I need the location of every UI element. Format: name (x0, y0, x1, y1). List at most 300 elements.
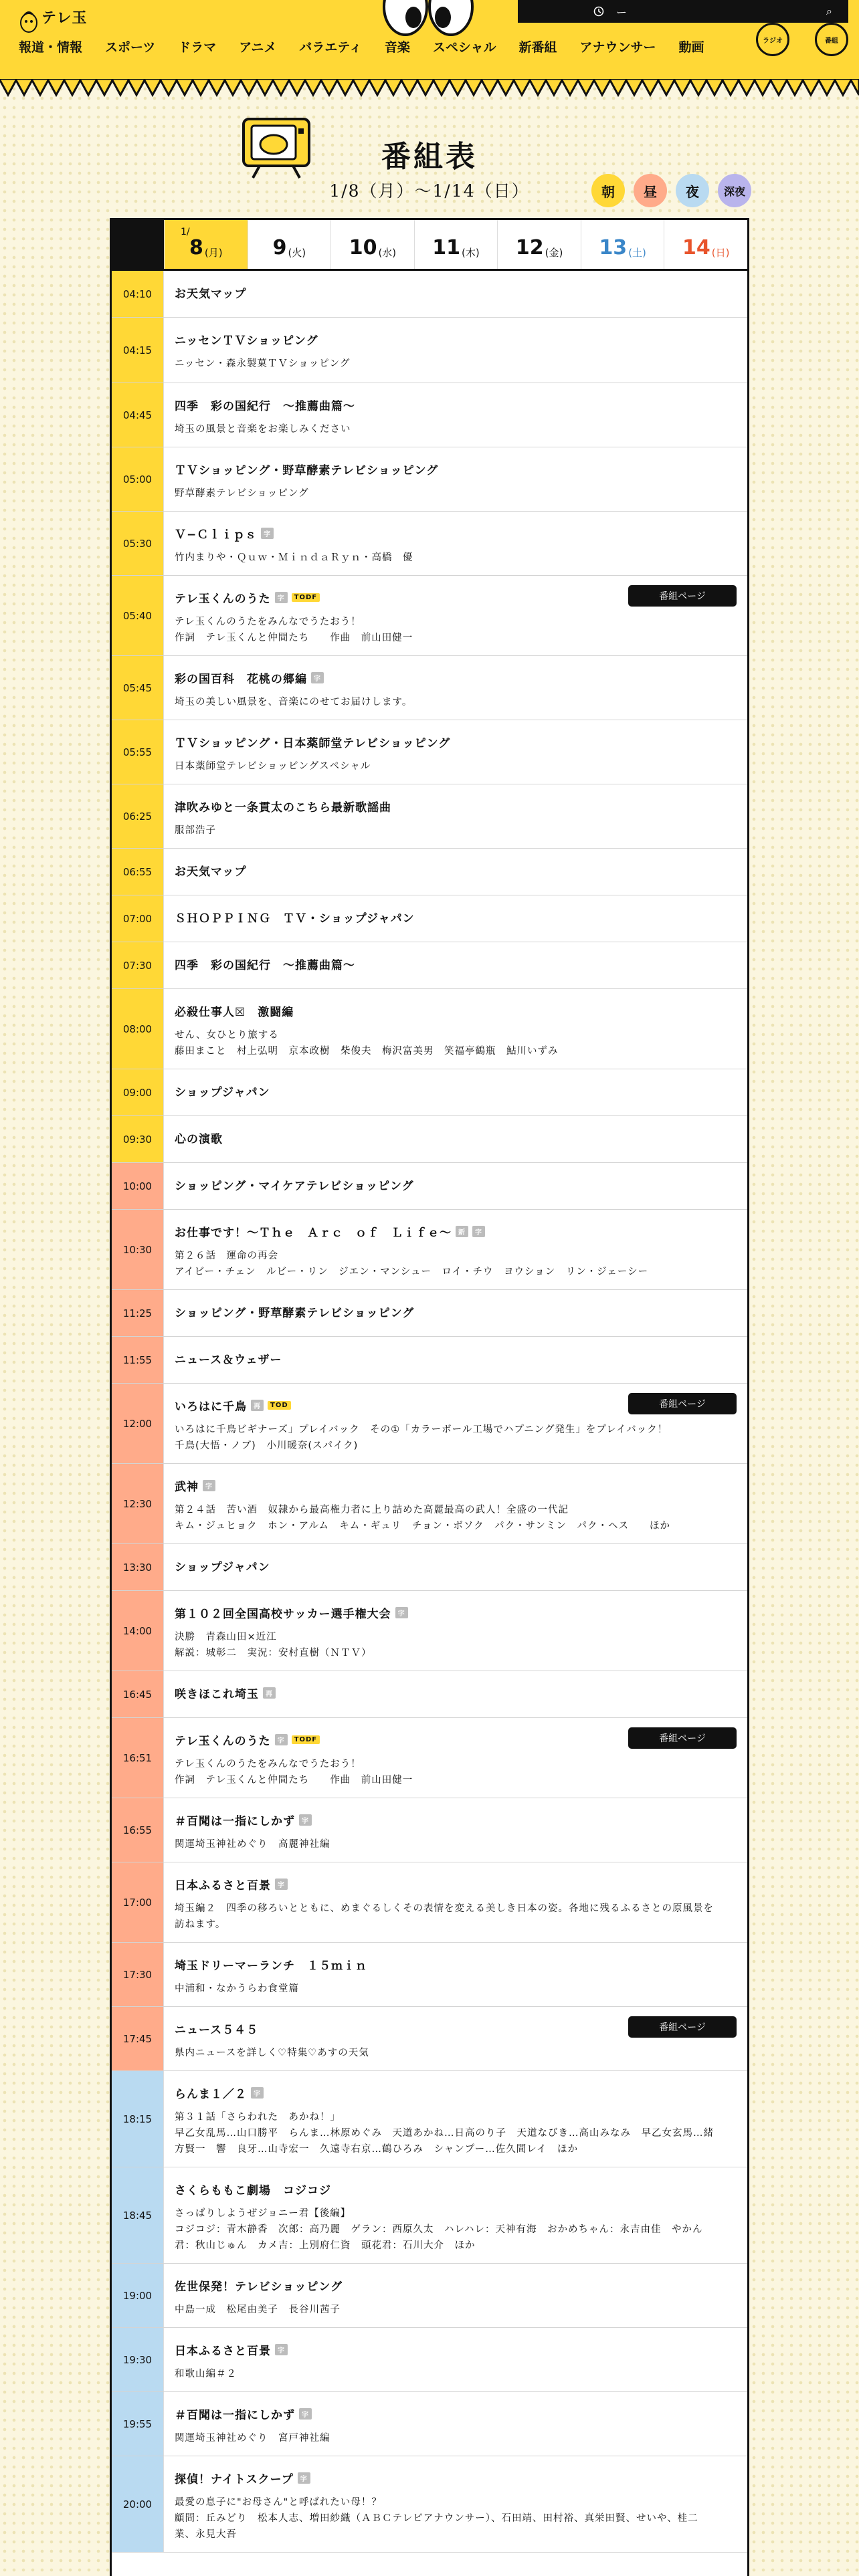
program-description-line: 千鳥(大悟・ノブ) 小川暖奈(スパイク) (175, 1440, 359, 1451)
program-page-button[interactable]: 番組ページ (628, 585, 737, 607)
program-title[interactable] (175, 1130, 737, 1146)
program-row (112, 318, 747, 383)
program-description-line: 最愛の息子に"お母さん"と呼ばれたい母！？ (175, 2497, 382, 2508)
program-description-line: 埼玉の風景と音楽をお楽しみください (175, 424, 351, 435)
program-cell[interactable] (164, 784, 747, 848)
program-page-button[interactable]: 番組ページ (628, 2016, 737, 2038)
program-title-text: 日本ふるさと百景 (175, 2345, 271, 2358)
program-row (112, 1671, 747, 1718)
program-cell[interactable] (164, 512, 747, 575)
program-title[interactable] (175, 798, 737, 815)
program-row (112, 271, 747, 318)
program-cell[interactable] (164, 895, 747, 942)
program-title[interactable] (175, 1812, 737, 1828)
program-title[interactable] (175, 1604, 737, 1621)
program-row (112, 2071, 747, 2167)
program-badge: TODF (292, 1735, 320, 1744)
program-cell[interactable] (164, 1544, 747, 1590)
program-time: 18:15 (112, 2071, 164, 2167)
program-row (112, 383, 747, 447)
program-title-text: お天気マップ (175, 865, 247, 879)
day-tab-weekday: (金) (545, 247, 563, 259)
program-badge: 字 (275, 1879, 288, 1890)
nav-item[interactable]: 動画 (678, 40, 704, 55)
nav-item[interactable]: 新番組 (518, 40, 557, 55)
program-cell[interactable] (164, 989, 747, 1069)
program-time: 18:45 (112, 2167, 164, 2263)
program-title[interactable] (175, 284, 737, 301)
day-tab[interactable] (248, 220, 331, 269)
day-tab[interactable] (164, 220, 248, 269)
nav-item[interactable]: 音楽 (384, 40, 410, 55)
program-description (175, 2366, 737, 2382)
program-cell[interactable] (164, 1671, 747, 1717)
program-description (175, 1027, 737, 1059)
day-tab-number: 11 (432, 236, 461, 259)
program-description-line: 第２６話 運命の再会 (175, 1251, 278, 1261)
program-title-text: ＴＶショッピング・野草酵素テレビショッピング (175, 464, 439, 477)
nav-item[interactable]: バラエティ (299, 40, 362, 55)
program-time: 17:30 (112, 1943, 164, 2006)
program-description-line: 服部浩子 (175, 825, 216, 836)
program-description-line: テレ玉くんのうたをみんなでうたおう！ (175, 617, 361, 627)
program-title-text: ＴＶショッピング・日本薬師堂テレビショッピング (175, 737, 451, 750)
program-cell[interactable] (164, 1210, 747, 1289)
program-description (175, 486, 737, 502)
program-time: 11:25 (112, 1290, 164, 1336)
program-cell[interactable] (164, 576, 747, 655)
program-description (175, 694, 737, 710)
program-description-line: 関運埼玉神社めぐり 宮戸神社編 (175, 2433, 330, 2444)
program-description (175, 1981, 737, 1997)
program-description (175, 550, 737, 566)
program-title-text: Ｖ−Ｃｌｉｐｓ (175, 528, 258, 542)
program-cell[interactable] (164, 720, 747, 784)
program-time: 16:51 (112, 1718, 164, 1798)
program-description-line: 早乙女乱馬…山口勝平 らんま…林原めぐみ 天道あかね…日高のり子 天道なびき…高山みなみ 早乙女玄馬…緒 (175, 2128, 714, 2139)
program-description (175, 614, 737, 646)
program-description (175, 2302, 737, 2318)
program-title[interactable] (175, 1176, 737, 1193)
program-description-line: ニッセン・森永製菓ＴＶショッピング (175, 358, 351, 369)
program-description-line: 作詞 テレ玉くんと仲間たち 作曲 前山田健一 (175, 1775, 413, 1786)
program-cell[interactable] (164, 447, 747, 511)
program-cell[interactable] (164, 1798, 747, 1862)
program-title-text: 武神 (175, 1481, 199, 1494)
day-tab-weekday: (月) (204, 247, 223, 259)
program-title[interactable] (175, 1685, 737, 1701)
program-row (112, 1163, 747, 1210)
program-cell[interactable] (164, 1862, 747, 1942)
program-title-text: 彩の国百科 花桃の郷編 (175, 673, 307, 686)
program-title-text: お天気マップ (175, 288, 247, 301)
program-title[interactable] (175, 1876, 737, 1893)
program-time: 09:00 (112, 1069, 164, 1115)
program-title-text: テレ玉くんのうた (175, 593, 271, 606)
program-description-line: せん、女ひとり旅する (175, 1030, 279, 1041)
program-badge: 字 (251, 2087, 264, 2099)
program-cell[interactable] (164, 1116, 747, 1162)
program-time: 06:25 (112, 784, 164, 848)
program-description (175, 1836, 737, 1852)
program-row (112, 2456, 747, 2553)
main-nav (19, 37, 704, 56)
program-row (112, 2007, 747, 2071)
program-row (112, 1337, 747, 1384)
program-row (112, 1591, 747, 1671)
day-tab[interactable] (497, 220, 581, 269)
program-time: 04:15 (112, 318, 164, 383)
program-row (112, 784, 747, 849)
program-title-text: お仕事です！〜Ｔｈｅ Ａｒｃ ｏｆ Ｌｉｆｅ〜 (175, 1226, 452, 1240)
program-description (175, 2045, 737, 2061)
program-schedule-table (110, 218, 749, 2576)
day-tab[interactable] (581, 220, 664, 269)
program-description-line: 埼玉の美しい風景を、音楽にのせてお届けします。 (175, 697, 413, 708)
program-title[interactable] (175, 525, 737, 542)
program-description-line: 中浦和・なかうらわ食堂篇 (175, 1983, 299, 1994)
program-badge: 字 (472, 1226, 485, 1237)
program-description (175, 1901, 737, 1933)
program-title[interactable] (175, 734, 737, 750)
program-title[interactable] (175, 2084, 737, 2101)
program-cell[interactable] (164, 2264, 747, 2327)
program-time: 17:45 (112, 2007, 164, 2070)
program-description-line: アイビー・チェン ルビー・リン ジエン・マンシュー ロイ・チウ ヨウション リン・ジェーシー (175, 1267, 649, 1277)
day-tab-number: 9 (272, 236, 287, 259)
program-title[interactable] (175, 2405, 737, 2422)
program-title[interactable] (175, 909, 737, 926)
program-time: 05:30 (112, 512, 164, 575)
program-title-text: ショップジャパン (175, 1561, 270, 1574)
program-title-text: 佐世保発！テレビショッピング (175, 2280, 343, 2294)
day-tabs-corner (112, 220, 164, 269)
program-badge: 字 (311, 672, 324, 683)
program-title-text: ニッセンＴＶショッピング (175, 334, 318, 348)
program-time: 17:00 (112, 1862, 164, 1942)
tamago-mascot-icon (19, 8, 39, 35)
program-description-line: 竹内まりや・Ｑｕｗ・ＭｉｎｄａＲｙｎ・高橋 優 (175, 552, 413, 563)
topbar-text: ー (616, 5, 628, 19)
program-row (112, 512, 747, 576)
program-title-text: いろはに千鳥 (175, 1400, 247, 1414)
program-description (175, 356, 737, 372)
program-cell[interactable] (164, 383, 747, 447)
program-time: 20:00 (112, 2456, 164, 2552)
day-tab-weekday: (木) (462, 247, 480, 259)
program-description (175, 1248, 737, 1280)
program-title-text: 四季 彩の国紀行 〜推薦曲篇〜 (175, 400, 355, 413)
program-title-text: ニュース＆ウェザー (175, 1354, 282, 1367)
program-row (112, 1862, 747, 1943)
program-cell[interactable] (164, 1464, 747, 1543)
slot-button[interactable]: 朝 (591, 174, 625, 207)
program-row (112, 942, 747, 989)
program-badge: 字 (395, 1607, 408, 1618)
program-cell[interactable] (164, 271, 747, 317)
program-title[interactable] (175, 669, 737, 686)
program-title[interactable] (175, 1558, 737, 1574)
program-time: 14:00 (112, 1591, 164, 1671)
program-row (112, 656, 747, 720)
program-title-text: ＃百聞は一指にしかず (175, 2409, 295, 2422)
program-description-line: キム・ジュヒョク ホン・アルム キム・ギュリ チョン・ボソク パク・サンミン パク・ヘス ほか (175, 1521, 670, 1531)
program-title-text: 第１０２回全国高校サッカー選手権大会 (175, 1608, 391, 1621)
program-row (112, 1718, 747, 1798)
program-badge: 字 (275, 1734, 288, 1745)
program-cell[interactable] (164, 2328, 747, 2391)
program-cell[interactable] (164, 1337, 747, 1383)
program-page-button[interactable]: 番組ページ (628, 1393, 737, 1414)
program-title[interactable] (175, 461, 737, 477)
program-time: 16:45 (112, 1671, 164, 1717)
program-cell[interactable] (164, 849, 747, 895)
program-page-button[interactable]: 番組ページ (628, 1727, 737, 1749)
program-cell[interactable] (164, 1591, 747, 1671)
program-time: 19:00 (112, 2264, 164, 2327)
program-badge: 字 (203, 1480, 215, 1491)
nav-item[interactable]: ドラマ (178, 40, 217, 55)
program-description-line: コジコジ：青木静香 次郎：高乃麗 ゲラン：西原久太 ハレハレ：天神有海 おかめちゃん：永吉由佳 やかん (175, 2224, 703, 2235)
program-title-text: 津吹みゆと一条貫太のこちら最新歌謡曲 (175, 801, 391, 815)
program-row (112, 1798, 747, 1862)
program-badge: 字 (299, 2408, 312, 2420)
program-title-text: 日本ふるさと百景 (175, 1879, 271, 1893)
program-title[interactable] (175, 862, 737, 879)
program-cell[interactable] (164, 656, 747, 720)
program-title-text: らんま１／２ (175, 2088, 247, 2101)
program-time: 05:45 (112, 656, 164, 720)
program-title[interactable] (175, 2277, 737, 2294)
program-badge: 字 (275, 2344, 288, 2355)
program-description (175, 1629, 737, 1661)
program-time: 07:00 (112, 895, 164, 942)
program-title[interactable] (175, 397, 737, 413)
program-title-text: ニュース５４５ (175, 2024, 259, 2037)
program-row (112, 2167, 747, 2264)
program-cell[interactable] (164, 1943, 747, 2006)
program-cell[interactable] (164, 1384, 747, 1463)
program-time: 05:40 (112, 576, 164, 655)
program-title-text: ショッピング・マイケアテレビショッピング (175, 1180, 414, 1193)
program-time: 07:30 (112, 942, 164, 988)
program-time: 19:55 (112, 2392, 164, 2456)
program-title-text: ショッピング・野草酵素テレビショッピング (175, 1307, 415, 1320)
program-cell[interactable] (164, 2167, 747, 2263)
program-description-line: 決勝 青森山田×近江 (175, 1632, 277, 1642)
search-icon[interactable]: ⌕ (826, 5, 832, 17)
program-time: 16:55 (112, 1798, 164, 1862)
program-description (175, 823, 737, 839)
program-title[interactable] (175, 2181, 737, 2197)
program-row (112, 447, 747, 512)
day-tab-number: 13 (599, 236, 628, 259)
program-description (175, 421, 737, 437)
program-time: 12:30 (112, 1464, 164, 1543)
program-description-line: 野草酵素テレビショッピング (175, 488, 309, 499)
program-button[interactable] (815, 23, 848, 56)
program-cell[interactable] (164, 2456, 747, 2552)
day-tab[interactable] (664, 220, 747, 269)
site-logo[interactable] (19, 5, 92, 39)
day-tabs (112, 220, 747, 271)
program-badge: 再 (263, 1687, 276, 1699)
nav-item[interactable]: スペシャル (432, 40, 496, 55)
program-title-text: 咲きほこれ埼玉 (175, 1688, 259, 1701)
program-row (112, 989, 747, 1069)
program-description (175, 758, 737, 774)
program-title[interactable] (175, 1350, 737, 1367)
program-cell[interactable] (164, 1163, 747, 1209)
program-badge: 新 (456, 1226, 468, 1237)
program-title[interactable] (175, 1477, 737, 1494)
program-title[interactable] (175, 1956, 737, 1973)
program-description (175, 1422, 737, 1454)
slot-button[interactable]: 夜 (676, 174, 709, 207)
program-description-line: さっぱりしようぜジョニー君【後編】 (175, 2208, 351, 2219)
program-description-line: 第２４話 苦い酒 奴隷から最高権力者に上り詰めた高麗最高の武人！全盛の一代記 (175, 1505, 569, 1515)
program-title[interactable] (175, 2341, 737, 2358)
program-cell[interactable] (164, 2071, 747, 2167)
program-title-text: ＳＨＯＰＰＩＮＧ ＴＶ・ショップジャパン (175, 912, 415, 926)
program-title[interactable] (175, 956, 737, 972)
program-row (112, 1210, 747, 1290)
program-title-text: ショップジャパン (175, 1086, 270, 1099)
program-description (175, 1502, 737, 1534)
program-row (112, 1069, 747, 1116)
program-time: 11:55 (112, 1337, 164, 1383)
page-title: 番組表 (381, 140, 478, 174)
program-time: 13:30 (112, 1544, 164, 1590)
program-title-text: テレ玉くんのうた (175, 1735, 271, 1748)
program-row (112, 1943, 747, 2007)
program-cell[interactable] (164, 1290, 747, 1336)
program-description-line: 顧問：丘みどり 松本人志、増田紗織（ＡＢＣテレビアナウンサー）、石田靖、田村裕、真栄田賢、せいや、桂二 (175, 2513, 698, 2524)
program-description-line: 関運埼玉神社めぐり 高麗神社編 (175, 1839, 330, 1850)
program-cell[interactable] (164, 318, 747, 383)
program-row (112, 720, 747, 784)
program-cell[interactable] (164, 1069, 747, 1115)
day-tab-number: 8 (189, 236, 203, 259)
program-title[interactable] (175, 1303, 737, 1320)
program-row (112, 1116, 747, 1163)
day-tab-number: 14 (682, 236, 710, 259)
program-time: 06:55 (112, 849, 164, 895)
program-title[interactable] (175, 331, 737, 348)
program-time: 04:45 (112, 383, 164, 447)
program-row (112, 1464, 747, 1544)
program-title-text: さくらももこ劇場 コジコジ (175, 2184, 331, 2197)
radio-button-label: ラジオ (763, 37, 783, 45)
top-utility-bar (518, 0, 848, 23)
program-description-line: 第３１話「さらわれた あかね！」 (175, 2112, 341, 2123)
program-cell[interactable] (164, 2007, 747, 2070)
program-title-text: 必殺仕事人☒ 激闘編 (175, 1006, 294, 1019)
program-time: 08:00 (112, 989, 164, 1069)
day-tab-weekday: (土) (628, 247, 646, 259)
program-description (175, 1756, 737, 1788)
program-description-line: 君：秋山じゅん カメ吉：上別府仁資 頭花君：石川大介 ほか (175, 2240, 476, 2251)
program-time: 09:30 (112, 1116, 164, 1162)
program-description-line: テレ玉くんのうたをみんなでうたおう！ (175, 1759, 361, 1769)
nav-item[interactable]: アナウンサー (579, 40, 656, 55)
program-description-line: 業、永見大吾 (175, 2529, 237, 2540)
program-badge: 字 (299, 1814, 312, 1826)
program-badge: TOD (268, 1401, 291, 1410)
program-row (112, 2264, 747, 2328)
nav-item[interactable]: アニメ (239, 40, 277, 55)
program-time: 10:00 (112, 1163, 164, 1209)
slot-button[interactable]: 昼 (634, 174, 667, 207)
program-row (112, 576, 747, 656)
program-title[interactable] (175, 1223, 737, 1240)
program-time: 10:30 (112, 1210, 164, 1289)
radio-button[interactable] (756, 23, 789, 56)
program-cell[interactable] (164, 942, 747, 988)
program-title-text: ＃百聞は一指にしかず (175, 1815, 295, 1828)
day-tab-number: 12 (515, 236, 544, 259)
program-description-line: 藤田まこと 村上弘明 京本政樹 柴俊夫 梅沢富美男 笑福亭鶴瓶 鮎川いずみ (175, 1046, 559, 1057)
time-slot-filter (591, 174, 751, 207)
program-description (175, 2430, 737, 2446)
day-tab[interactable] (414, 220, 498, 269)
nav-item[interactable]: 報道・情報 (19, 40, 83, 55)
day-tab-weekday: (水) (378, 247, 397, 259)
program-title-text: 四季 彩の国紀行 〜推薦曲篇〜 (175, 959, 355, 972)
program-badge: 字 (275, 592, 288, 603)
program-row (112, 2328, 747, 2392)
program-cell[interactable] (164, 1718, 747, 1798)
nav-item[interactable]: スポーツ (105, 40, 156, 55)
program-description-line: 解説：城彰二 実況：安村直樹（ＮＴＶ） (175, 1648, 372, 1658)
program-title-text: 埼玉ドリーマーランチ １５ｍｉｎ (175, 1959, 367, 1973)
program-badge: TODF (292, 593, 320, 602)
program-time: 05:00 (112, 447, 164, 511)
slot-button[interactable]: 深夜 (718, 174, 751, 207)
program-row (112, 1384, 747, 1464)
program-badge: 字 (298, 2472, 310, 2484)
program-time: 05:55 (112, 720, 164, 784)
program-title-text: 心の演歌 (175, 1133, 223, 1146)
program-row (112, 895, 747, 942)
day-tab-month: 1/ (181, 227, 190, 237)
logo-text: テレ玉 (41, 10, 88, 27)
program-title[interactable] (175, 1002, 737, 1019)
program-description (175, 2109, 737, 2157)
site-header (0, 0, 859, 99)
program-title[interactable] (175, 2470, 737, 2486)
date-range: 1/8（月）〜1/14（日） (329, 181, 530, 201)
program-description-line: 作詞 テレ玉くんと仲間たち 作曲 前山田健一 (175, 633, 413, 643)
program-time: 12:00 (112, 1384, 164, 1463)
program-description (175, 2206, 737, 2254)
program-description-line: いろはに千鳥ビギナーズ」プレイバック その①「カラーボール工場でハプニング発生」をプレイバック！ (175, 1424, 668, 1435)
program-badge: 字 (261, 528, 274, 539)
program-title[interactable] (175, 1083, 737, 1099)
program-badge: 再 (251, 1400, 264, 1411)
program-title-text: 探偵！ナイトスクープ (175, 2473, 294, 2486)
day-tab[interactable] (330, 220, 414, 269)
program-cell[interactable] (164, 2392, 747, 2456)
program-description-line: 和歌山編＃２ (175, 2369, 237, 2379)
program-time: 04:10 (112, 271, 164, 317)
clock-icon (593, 6, 604, 17)
program-description-line: 中島一成 松尾由美子 長谷川茜子 (175, 2304, 341, 2315)
mascot-eyes-icon (379, 0, 478, 40)
program-description-line: 埼玉編２ 四季の移ろいとともに、めまぐるしくその表情を変える美しき日本の姿。各地に残るふるさとの原風景を (175, 1903, 714, 1914)
program-time: 19:30 (112, 2328, 164, 2391)
program-list (112, 271, 747, 2553)
